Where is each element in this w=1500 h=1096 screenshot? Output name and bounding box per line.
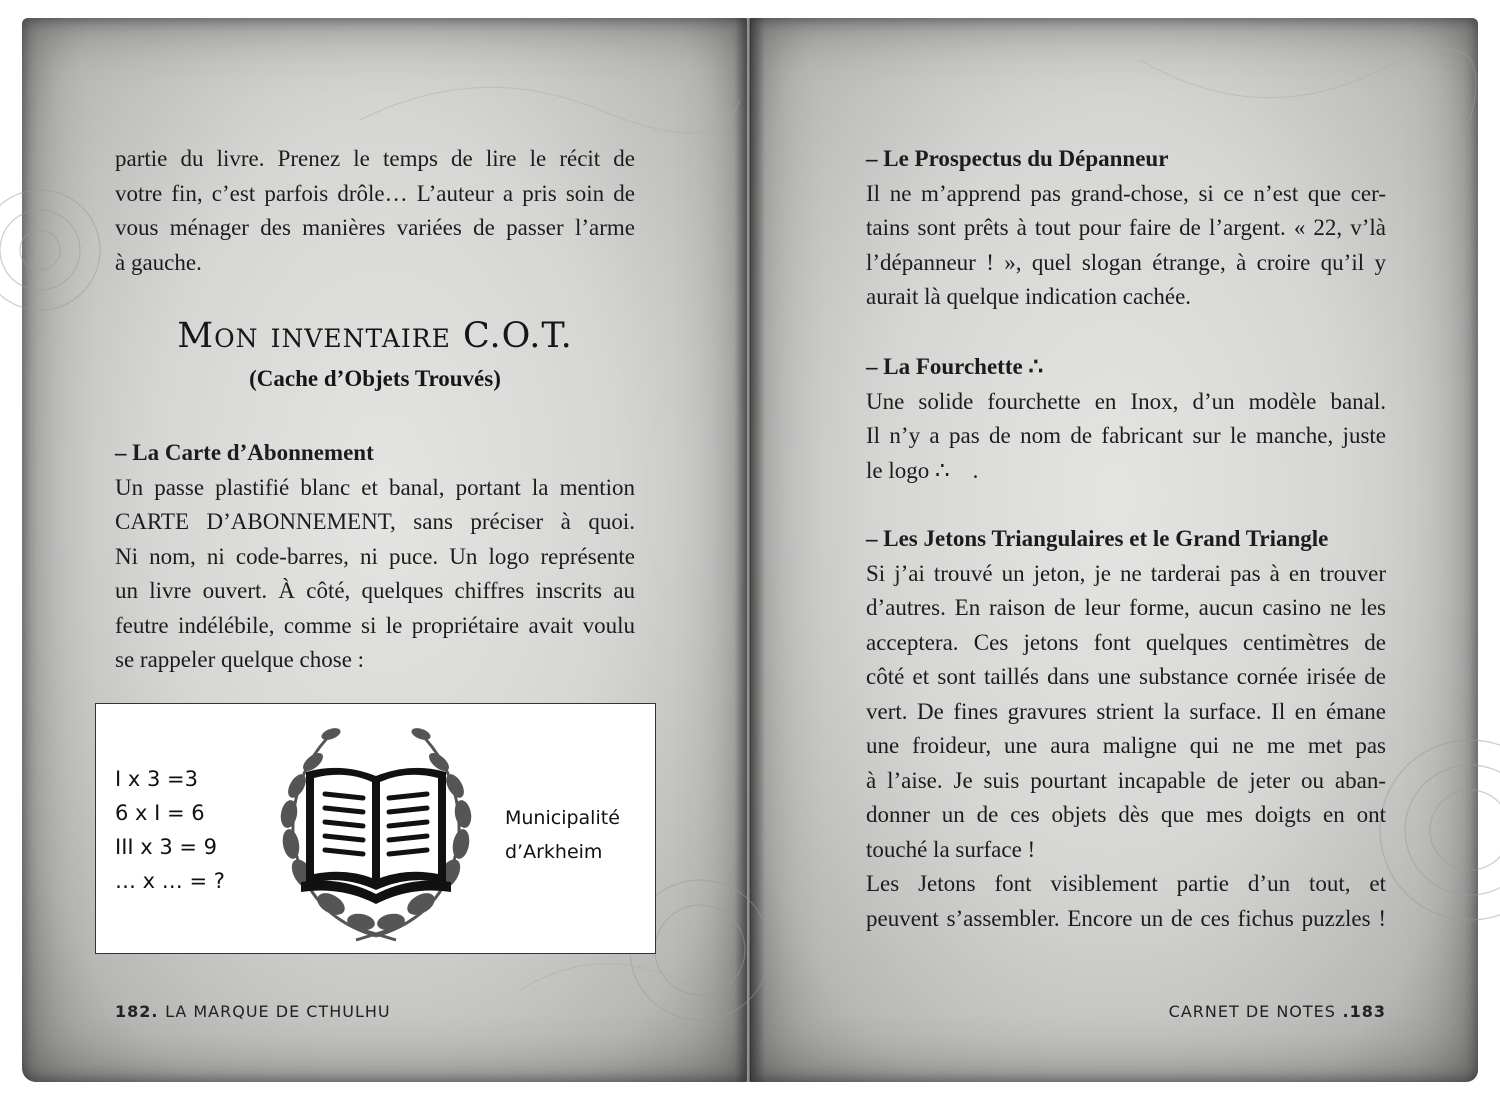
fork-section [866,350,1386,488]
inventory-title: Mon inventaire C.O.T. [177,316,573,356]
page-number: 183 [1349,1002,1386,1021]
tokens-section [866,522,1386,936]
municipality-line: d’Arkheim [505,841,603,863]
text-line: CARTE D’ABONNEMENT, sans préciser à quoi. [115,509,635,534]
text-line: partie du livre. Prenez le temps de lire le récit de [115,146,635,171]
text-line: une froideur, une aura maligne qui ne me met pas [866,733,1386,758]
math-line: I x 3 =3 [115,767,198,791]
right-page-footer [1169,1002,1386,1021]
subscription-card-section [115,436,635,678]
footer-separator: . [1335,1002,1350,1021]
running-title: CARNET DE NOTES [1168,1002,1336,1021]
math-line: III x 3 = 9 [115,835,218,859]
inventory-subtitle: (Cache d’Objets Trouvés) [249,366,501,391]
text-line: Si j’ai trouvé un jeton, je ne tarderai pas à en trouver [866,560,1386,586]
flyer-section [866,142,1386,315]
left-intro-paragraph [115,142,635,280]
text-line: vous ménager des manières variées de passer l’arme [115,215,635,240]
text-line: un livre ouvert. À côté, quelques chiffres inscrits au [115,578,635,603]
municipality-label [505,801,620,869]
book-gutter [735,18,765,1082]
text-line: Ni nom, ni code-barres, ni puce. Un logo représente [115,543,635,569]
footer-separator: . [151,1002,166,1021]
municipality-line: Municipalité [505,807,620,829]
text-line: votre fin, c’est parfois drôle… L’auteur a pris soin de [115,180,635,206]
text-line: Les Jetons font visiblement partie d’un tout, et [866,871,1386,896]
math-line: … x … = ? [115,869,225,893]
left-page-footer [115,1002,391,1021]
section-title: – La Fourchette ∴ [866,354,1044,379]
text-line: tains sont prêts à tout pour faire de l’argent. « 22, v’là [866,215,1386,240]
section-title: – Le Prospectus du Dépanneur [866,146,1169,171]
text-line: touché la surface ! [866,836,1036,862]
text-line: l’dépanneur ! », quel slogan étrange, à croire qu’il y [866,249,1386,275]
text-line: feutre indélébile, comme si le propriétaire avait voulu [115,612,635,638]
text-line: acceptera. Ces jetons font quelques centimètres de [866,629,1386,655]
section-title: – La Carte d’Abonnement [115,440,374,465]
text-line: vert. De fines gravures strient la surface. Il en émane [866,698,1386,724]
text-line: aurait là quelque indication cachée. [866,284,1192,309]
text-line: peuvent s’assembler. Encore un de ces fichus puzzles ! [866,905,1386,931]
running-title: LA MARQUE DE CTHULHU [165,1002,391,1021]
text-line: donner un de ces objets dès que mes doigts en ont [866,802,1386,827]
text-line: Une solide fourchette en Inox, d’un modèle banal. [866,388,1386,414]
text-line: le logo ∴ . [866,457,979,483]
text-line: à l’aise. Je suis pourtant incapable de jeter ou aban- [866,767,1386,793]
text-line: d’autres. En raison de leur forme, aucun casino ne les [866,595,1386,620]
open-book-laurel-icon [261,714,491,944]
text-line: se rappeler quelque chose : [115,647,365,672]
text-line: côté et sont taillés dans une substance cornée irisée de [866,664,1386,689]
text-line: Un passe plastifié blanc et banal, portant la mention [115,474,635,500]
text-line: Il n’y a pas de nom de fabricant sur le manche, juste [866,423,1386,448]
page-number: 182 [115,1002,152,1021]
section-title: – Les Jetons Triangulaires et le Grand Triangle [866,526,1329,551]
card-math-notes [115,762,225,898]
subscription-card-image [95,703,656,954]
text-line: à gauche. [115,249,202,275]
math-line: 6 x I = 6 [115,801,205,825]
text-line: Il ne m’apprend pas grand-chose, si ce n’est que cer- [866,180,1386,206]
